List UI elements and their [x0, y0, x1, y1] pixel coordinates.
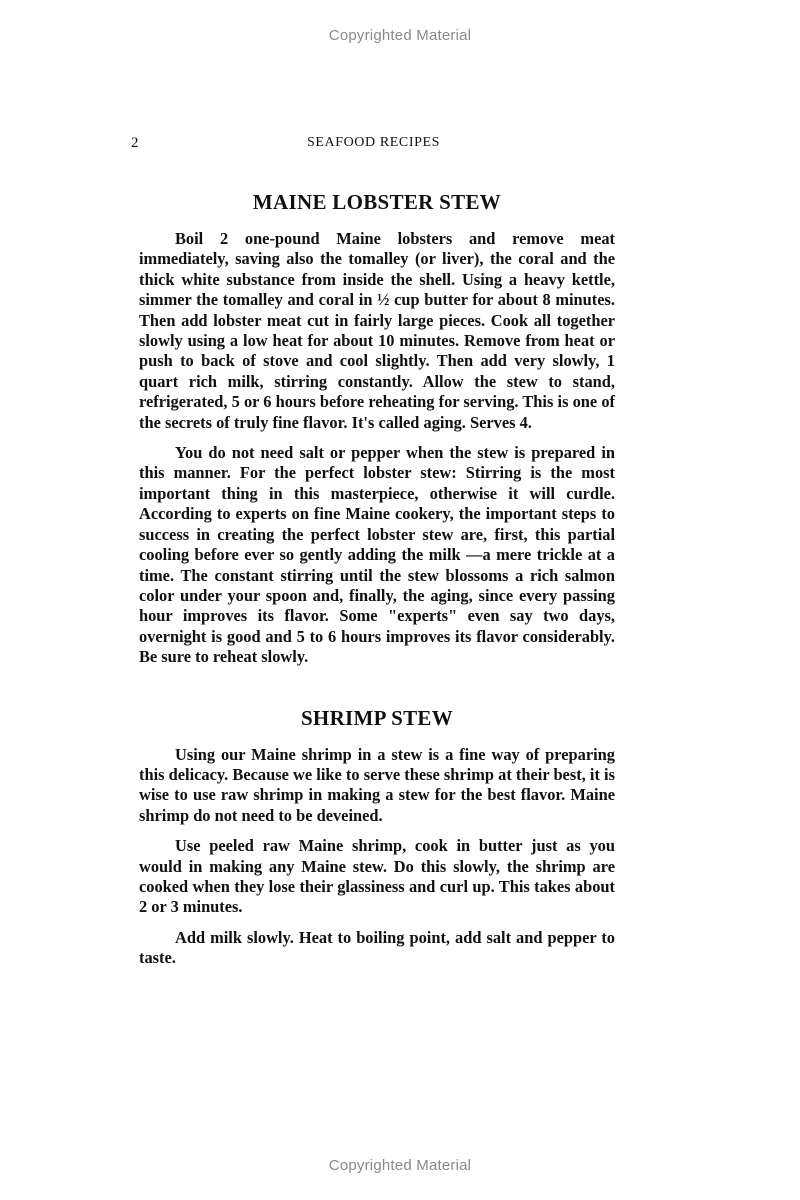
recipe-paragraph: You do not need salt or pepper when the stew is prepared in this manner. For the perfect lobster stew: Stirring is the most important thing in this masterpiece, otherwise it will curdle. According to experts on fine Maine cookery, the important steps to success in creating the perfect lobster stew are, first, this partial cooling before ever so gently adding the milk —a mere trickle at a time. The constant stirring until the stew blossoms a rich salmon color under your spoon and, finally, the aging, since every passing hour improves its flavor. Some "experts" even say two days, overnight is good and 5 to 6 hours improves its flavor considerably. Be sure to reheat slowly.: [139, 443, 615, 667]
recipe-title: SHRIMP STEW: [300, 705, 454, 730]
recipe-paragraph: Add milk slowly. Heat to boiling point, add salt and pepper to taste.: [139, 927, 615, 968]
recipe-paragraph: Using our Maine shrimp in a stew is a fine way of preparing this delicacy. Because we like to serve these shrimp at their best, it is wise to use raw shrimp in making a stew for the best flavor. Maine shrimp do not need to be deveined.: [139, 744, 615, 825]
recipe-title: MAINE LOBSTER STEW: [252, 190, 502, 214]
copyright-watermark-bottom: Copyrighted Material: [328, 1157, 472, 1174]
copyright-watermark-top: Copyrighted Material: [328, 27, 472, 44]
recipe-lobster-stew: [139, 190, 615, 668]
running-title: SEAFOOD RECIPES: [306, 135, 441, 150]
page-number: 2: [131, 135, 139, 151]
recipe-paragraph: Use peeled raw Maine shrimp, cook in butter just as you would in making any Maine stew. Do this slowly, the shrimp are cooked when they lose their glassiness and curl up. This takes about 2 or 3 minutes.: [139, 836, 615, 917]
recipe-shrimp-stew: [139, 706, 615, 969]
page-body: [139, 190, 615, 979]
recipe-paragraph: Boil 2 one-pound Maine lobsters and remove meat immediately, saving also the tomalley (or liver), the coral and the thick white substance from inside the shell. Using a heavy kettle, simmer the tomalley and coral in ½ cup butter for about 8 minutes. Then add lobster meat cut in fairly large pieces. Cook all together slowly using a low heat for about 10 minutes. Remove from heat or push to back of stove and cool slightly. Then add very slowly, 1 quart rich milk, stirring constantly. Allow the stew to stand, refrigerated, 5 or 6 hours before reheating for serving. This is one of the secrets of truly fine flavor. It's called aging. Serves 4.: [139, 229, 615, 432]
running-header: [131, 135, 616, 155]
